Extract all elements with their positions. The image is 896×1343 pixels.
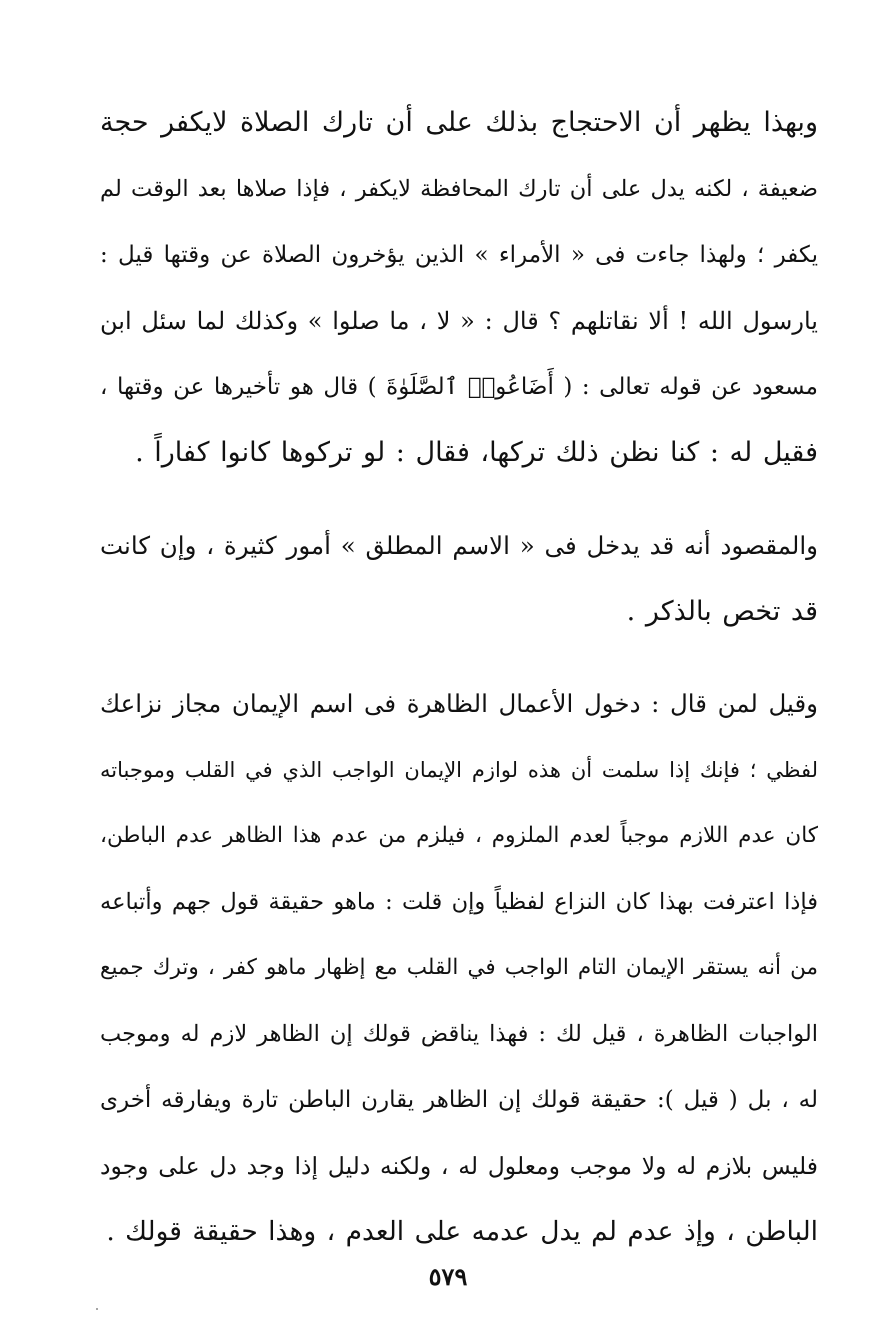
paragraph-line: فإذا اعترفت بهذا كان النزاع لفظياً وإن قلت : ماهو حقيقة قول جهم وأتباعه: [100, 889, 818, 915]
paragraph-line: يكفر ؛ ولهذا جاءت فى « الأمراء » الذين يؤخرون الصلاة عن وقتها قيل :: [100, 242, 818, 268]
paragraph-2: [100, 513, 818, 645]
paragraph-line: الواجبات الظاهرة ، قيل لك : فهذا يناقض قولك إن الظاهر لازم له وموجب: [100, 1021, 818, 1047]
paragraph-3: [100, 671, 818, 1265]
paragraph-line: قد تخص بالذكر .: [626, 596, 818, 627]
paragraph-line: له ، بل ( قيل ): حقيقة قولك إن الظاهر يقارن الباطن تارة ويفارقه أخرى: [100, 1087, 818, 1113]
paragraph-1: [100, 90, 818, 486]
paragraph-line: كان عدم اللازم موجباً لعدم الملزوم ، فيلزم من عدم هذا الظاهر عدم الباطن،: [100, 823, 818, 848]
paragraph-line: وبهذا يظهر أن الاحتجاج بذلك على أن تارك الصلاة لايكفر حجة: [100, 107, 818, 138]
paragraph-line: يارسول الله ! ألا نقاتلهم ؟ قال : « لا ، ما صلوا » وكذلك لما سئل ابن: [100, 307, 818, 335]
paragraph-line: لفظي ؛ فإنك إذا سلمت أن هذه لوازم الإيمان الواجب الذي في القلب وموجباته: [100, 758, 818, 782]
paragraph-line: فقيل له : كنا نظن ذلك تركها، فقال : لو تركوها كانوا كفاراً .: [135, 437, 818, 468]
scan-speck: [96, 1308, 98, 1310]
paragraph-line: ضعيفة ، لكنه يدل على أن تارك المحافظة لايكفر ، فإذا صلاها بعد الوقت لم: [100, 176, 818, 202]
paragraph-line: فليس بلازم له ولا موجب ومعلول له ، ولكنه دليل إذا وجد دل على وجود: [100, 1152, 818, 1180]
paragraph-line: وقيل لمن قال : دخول الأعمال الظاهرة فى اسم الإيمان مجاز نزاعك: [100, 689, 818, 718]
paragraph-line: والمقصود أنه قد يدخل فى « الاسم المطلق » أمور كثيرة ، وإن كانت: [100, 531, 818, 560]
paragraph-line: من أنه يستقر الإيمان التام الواجب في القلب مع إظهار ماهو كفر ، وترك جميع: [100, 955, 818, 980]
paragraph-line: الباطن ، وإذ عدم لم يدل عدمه على العدم ، وهذا حقيقة قولك .: [106, 1216, 818, 1247]
page-number: ٥٧٩: [428, 1262, 468, 1291]
paragraph-line: مسعود عن قوله تعالى : ( أَضَاعُوا۟ ٱلصَّلَوٰةَ ) قال هو تأخيرها عن وقتها ،: [100, 374, 818, 400]
